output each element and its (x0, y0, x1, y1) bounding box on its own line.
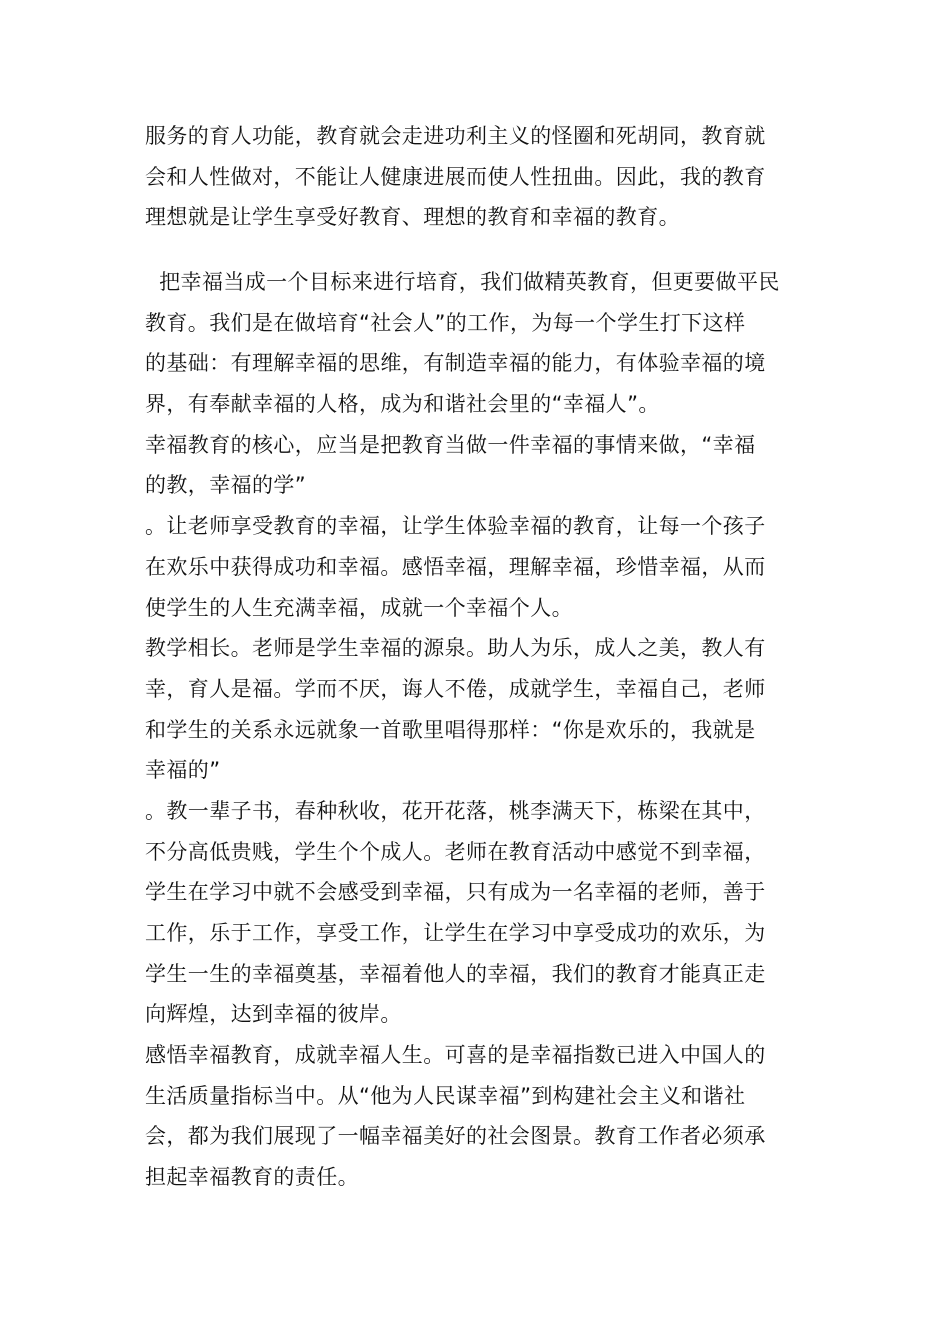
text-line: 担起幸福教育的责任。 (145, 1165, 359, 1190)
text-line: 界，有奉献幸福的人格，成为和谐社会里的“幸福人”。 (145, 392, 660, 417)
text-line: 不分高低贵贱，学生个个成人。老师在教育活动中感觉不到幸福， (145, 839, 766, 864)
text-line: 幸福教育的核心，应当是把教育当做一件幸福的事情来做，“幸福 (145, 432, 756, 457)
text-line: 学生在学习中就不会感受到幸福，只有成为一名幸福的老师，善于 (145, 880, 766, 905)
text-line: 幸，育人是福。学而不厌，诲人不倦，成就学生，幸福自己，老师 (145, 676, 766, 701)
text-line: 和学生的关系永远就象一首歌里唱得那样：“你是欢乐的，我就是 (145, 717, 756, 742)
text-line: 教育。我们是在做培育“社会人”的工作，为每一个学生打下这样 (145, 310, 746, 335)
text-line: 。让老师享受教育的幸福，让学生体验幸福的教育，让每一个孩子 (145, 514, 766, 539)
text-line: 感悟幸福教育，成就幸福人生。可喜的是幸福指数已进入中国人的 (145, 1043, 766, 1068)
text-line: 在欢乐中获得成功和幸福。感悟幸福，理解幸福，珍惜幸福，从而 (145, 554, 766, 579)
text-line: 会，都为我们展现了一幅幸福美好的社会图景。教育工作者必须承 (145, 1124, 766, 1149)
paragraph-block-2 (145, 262, 815, 1198)
paragraph-block-1 (145, 116, 815, 238)
text-line: 幸福的” (145, 758, 221, 783)
text-line: 学生一生的幸福奠基，幸福着他人的幸福，我们的教育才能真正走 (145, 961, 766, 986)
text-line: 的教，幸福的学” (145, 473, 307, 498)
text-line: 理想就是让学生享受好教育、理想的教育和幸福的教育。 (145, 205, 680, 230)
text-line: 的基础：有理解幸福的思维，有制造幸福的能力，有体验幸福的境 (145, 351, 766, 376)
text-line: 。教一辈子书，春种秋收，花开花落，桃李满天下，栋梁在其中， (145, 798, 766, 823)
text-line: 服务的育人功能，教育就会走进功利主义的怪圈和死胡同，教育就 (145, 124, 766, 148)
text-line: 向辉煌，达到幸福的彼岸。 (145, 1002, 402, 1027)
text-line: 工作，乐于工作，享受工作，让学生在学习中享受成功的欢乐，为 (145, 921, 766, 945)
text-line: 教学相长。老师是学生幸福的源泉。助人为乐，成人之美，教人有 (145, 636, 766, 661)
text-line: 生活质量指标当中。从“他为人民谋幸福”到构建社会主义和谐社 (145, 1083, 746, 1108)
text-line: 会和人性做对，不能让人健康进展而使人性扭曲。因此，我的教育 (145, 164, 766, 189)
text-line: 使学生的人生充满幸福，成就一个幸福个人。 (145, 595, 573, 620)
text-line: 把幸福当成一个目标来进行培育，我们做精英教育，但更要做平民 (145, 270, 780, 294)
